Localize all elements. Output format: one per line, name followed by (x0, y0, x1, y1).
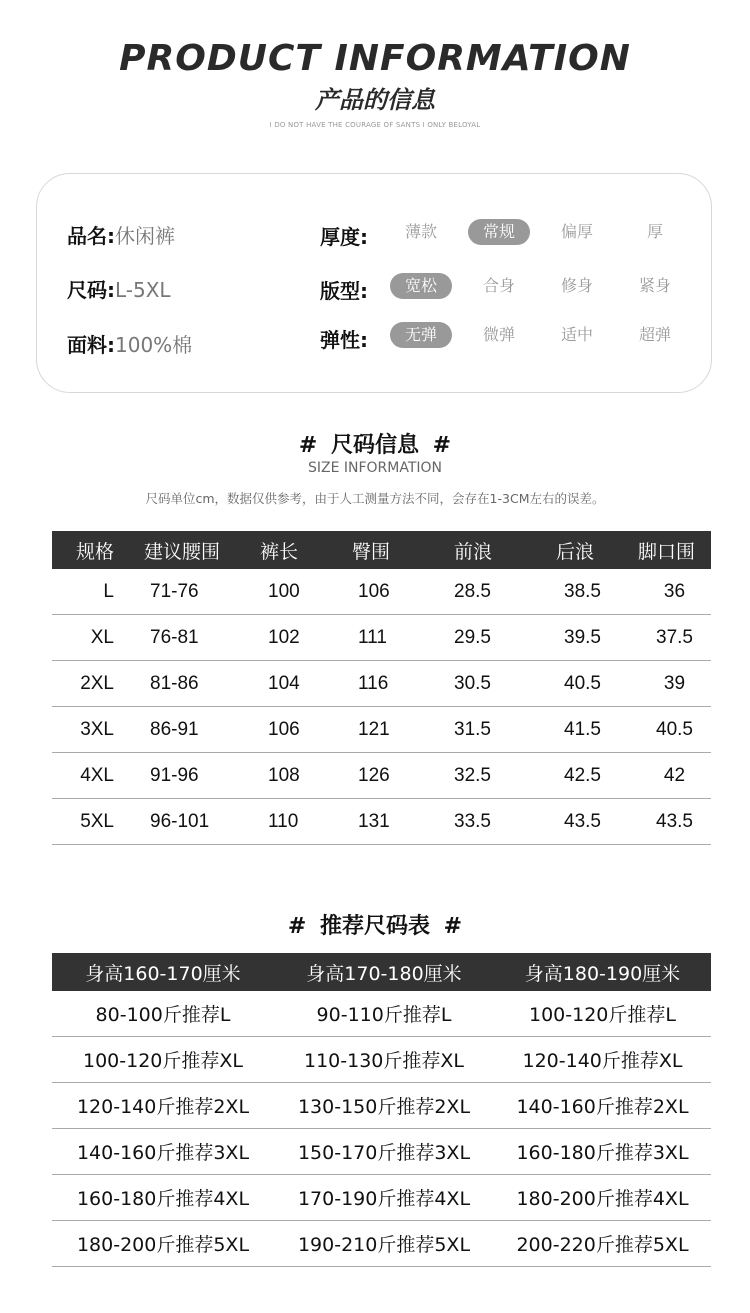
product-size-value: L-5XL (115, 278, 171, 302)
product-name-row (67, 220, 175, 249)
size-cell: 43.5 (638, 799, 711, 845)
size-cell: 43.5 (542, 799, 638, 845)
size-cell: 121 (348, 707, 444, 753)
size-cell: 76-81 (140, 615, 258, 661)
size-cell: 33.5 (444, 799, 542, 845)
size-cell-label: 4XL (52, 753, 140, 799)
size-table-row (52, 661, 711, 707)
recommend-section-title: # 推荐尺码表 # (287, 914, 463, 939)
size-cell: 39 (638, 661, 711, 707)
product-fabric-row (67, 329, 192, 358)
elasticity-option: 无弹 (390, 322, 452, 348)
fit-option: 修身 (560, 276, 593, 295)
size-table-row (52, 753, 711, 799)
thickness-option: 常规 (468, 219, 530, 245)
recommend-cell: 110-130斤推荐XL (274, 1037, 494, 1083)
size-cell: 102 (258, 615, 348, 661)
size-cell: 38.5 (542, 569, 638, 615)
recommend-cell: 90-110斤推荐L (274, 991, 494, 1037)
size-cell: 39.5 (542, 615, 638, 661)
size-cell-label: 3XL (52, 707, 140, 753)
size-cell: 31.5 (444, 707, 542, 753)
size-cell: 91-96 (140, 753, 258, 799)
size-cell: 86-91 (140, 707, 258, 753)
recommend-table-row (52, 1175, 711, 1221)
product-size-row (67, 274, 171, 303)
size-cell: 81-86 (140, 661, 258, 707)
recommend-table-row (52, 1129, 711, 1175)
size-cell: 110 (258, 799, 348, 845)
size-cell: 30.5 (444, 661, 542, 707)
size-cell-label: 2XL (52, 661, 140, 707)
recommend-header-cell: 身高160-170厘米 (52, 953, 274, 991)
recommend-header-cell: 身高170-180厘米 (274, 953, 494, 991)
recommend-cell: 120-140斤推荐2XL (52, 1083, 274, 1129)
recommend-table (52, 953, 711, 1267)
tagline: I DO NOT HAVE THE COURAGE OF SANTS I ONLY BELOYAL (269, 121, 481, 129)
page-title-en: PRODUCT INFORMATION (119, 38, 631, 79)
size-table-row (52, 799, 711, 845)
size-table-header (52, 531, 711, 569)
recommend-table-row (52, 1083, 711, 1129)
size-cell-label: L (52, 569, 140, 615)
recommend-cell: 150-170斤推荐3XL (274, 1129, 494, 1175)
size-cell: 28.5 (444, 569, 542, 615)
size-cell: 36 (638, 569, 711, 615)
recommend-cell: 190-210斤推荐5XL (274, 1221, 494, 1267)
size-cell-label: 5XL (52, 799, 140, 845)
size-cell: 111 (348, 615, 444, 661)
measurement-note: 尺码单位cm，数据仅供参考，由于人工测量方法不同，会存在1-3CM左右的误差。 (145, 491, 605, 506)
size-table-row (52, 615, 711, 661)
size-cell: 29.5 (444, 615, 542, 661)
product-name-label: 品名: (67, 224, 115, 248)
recommend-cell: 160-180斤推荐4XL (52, 1175, 274, 1221)
recommend-cell: 100-120斤推荐XL (52, 1037, 274, 1083)
size-cell: 40.5 (638, 707, 711, 753)
size-cell: 100 (258, 569, 348, 615)
recommend-cell: 160-180斤推荐3XL (494, 1129, 711, 1175)
size-cell: 106 (348, 569, 444, 615)
elasticity-label: 弹性: (320, 328, 368, 352)
size-cell: 131 (348, 799, 444, 845)
size-cell: 116 (348, 661, 444, 707)
size-cell: 71-76 (140, 569, 258, 615)
recommend-table-row (52, 991, 711, 1037)
size-section-subtitle: SIZE INFORMATION (307, 460, 443, 476)
size-section-title: # 尺码信息 # (298, 433, 452, 458)
size-cell: 42.5 (542, 753, 638, 799)
size-cell: 104 (258, 661, 348, 707)
recommend-table-row (52, 1221, 711, 1267)
recommend-cell: 180-200斤推荐4XL (494, 1175, 711, 1221)
product-size-label: 尺码: (67, 278, 115, 302)
size-cell: 32.5 (444, 753, 542, 799)
recommend-cell: 200-220斤推荐5XL (494, 1221, 711, 1267)
thickness-option: 偏厚 (560, 222, 593, 241)
size-table (52, 531, 711, 845)
size-cell-label: XL (52, 615, 140, 661)
recommend-table-row (52, 1037, 711, 1083)
size-cell: 96-101 (140, 799, 258, 845)
size-header-cell: 建议腰围 (140, 531, 258, 569)
size-table-row (52, 707, 711, 753)
size-cell: 37.5 (638, 615, 711, 661)
elasticity-option: 适中 (560, 325, 593, 344)
fit-option: 宽松 (390, 273, 452, 299)
size-header-cell: 前浪 (444, 531, 542, 569)
product-fabric-value: 100%棉 (115, 333, 193, 357)
size-header-cell: 后浪 (542, 531, 638, 569)
thickness-option: 薄款 (404, 222, 437, 241)
product-name-value: 休闲裤 (115, 224, 175, 248)
recommend-cell: 140-160斤推荐3XL (52, 1129, 274, 1175)
recommend-table-body (52, 991, 711, 1267)
recommend-header-cell: 身高180-190厘米 (494, 953, 711, 991)
recommend-cell: 130-150斤推荐2XL (274, 1083, 494, 1129)
size-cell: 108 (258, 753, 348, 799)
product-info-card (36, 173, 712, 393)
elasticity-option: 超弹 (638, 325, 671, 344)
fit-option: 紧身 (638, 276, 671, 295)
size-cell: 40.5 (542, 661, 638, 707)
thickness-label: 厚度: (320, 225, 368, 249)
size-table-body (52, 569, 711, 845)
fit-label: 版型: (320, 279, 368, 303)
recommend-cell: 100-120斤推荐L (494, 991, 711, 1037)
recommend-cell: 120-140斤推荐XL (494, 1037, 711, 1083)
size-header-cell: 脚口围 (638, 531, 711, 569)
recommend-table-header (52, 953, 711, 991)
size-cell: 41.5 (542, 707, 638, 753)
fit-option: 合身 (482, 276, 515, 295)
size-cell: 106 (258, 707, 348, 753)
size-header-cell: 臀围 (348, 531, 444, 569)
product-fabric-label: 面料: (67, 333, 115, 357)
size-cell: 42 (638, 753, 711, 799)
size-table-row (52, 569, 711, 615)
size-cell: 126 (348, 753, 444, 799)
size-header-cell: 裤长 (258, 531, 348, 569)
elasticity-option: 微弹 (482, 325, 515, 344)
page-title-cn: 产品的信息 (315, 86, 435, 114)
recommend-cell: 80-100斤推荐L (52, 991, 274, 1037)
recommend-cell: 140-160斤推荐2XL (494, 1083, 711, 1129)
recommend-cell: 180-200斤推荐5XL (52, 1221, 274, 1267)
size-header-cell: 规格 (52, 531, 140, 569)
recommend-cell: 170-190斤推荐4XL (274, 1175, 494, 1221)
thickness-option: 厚 (646, 222, 663, 241)
